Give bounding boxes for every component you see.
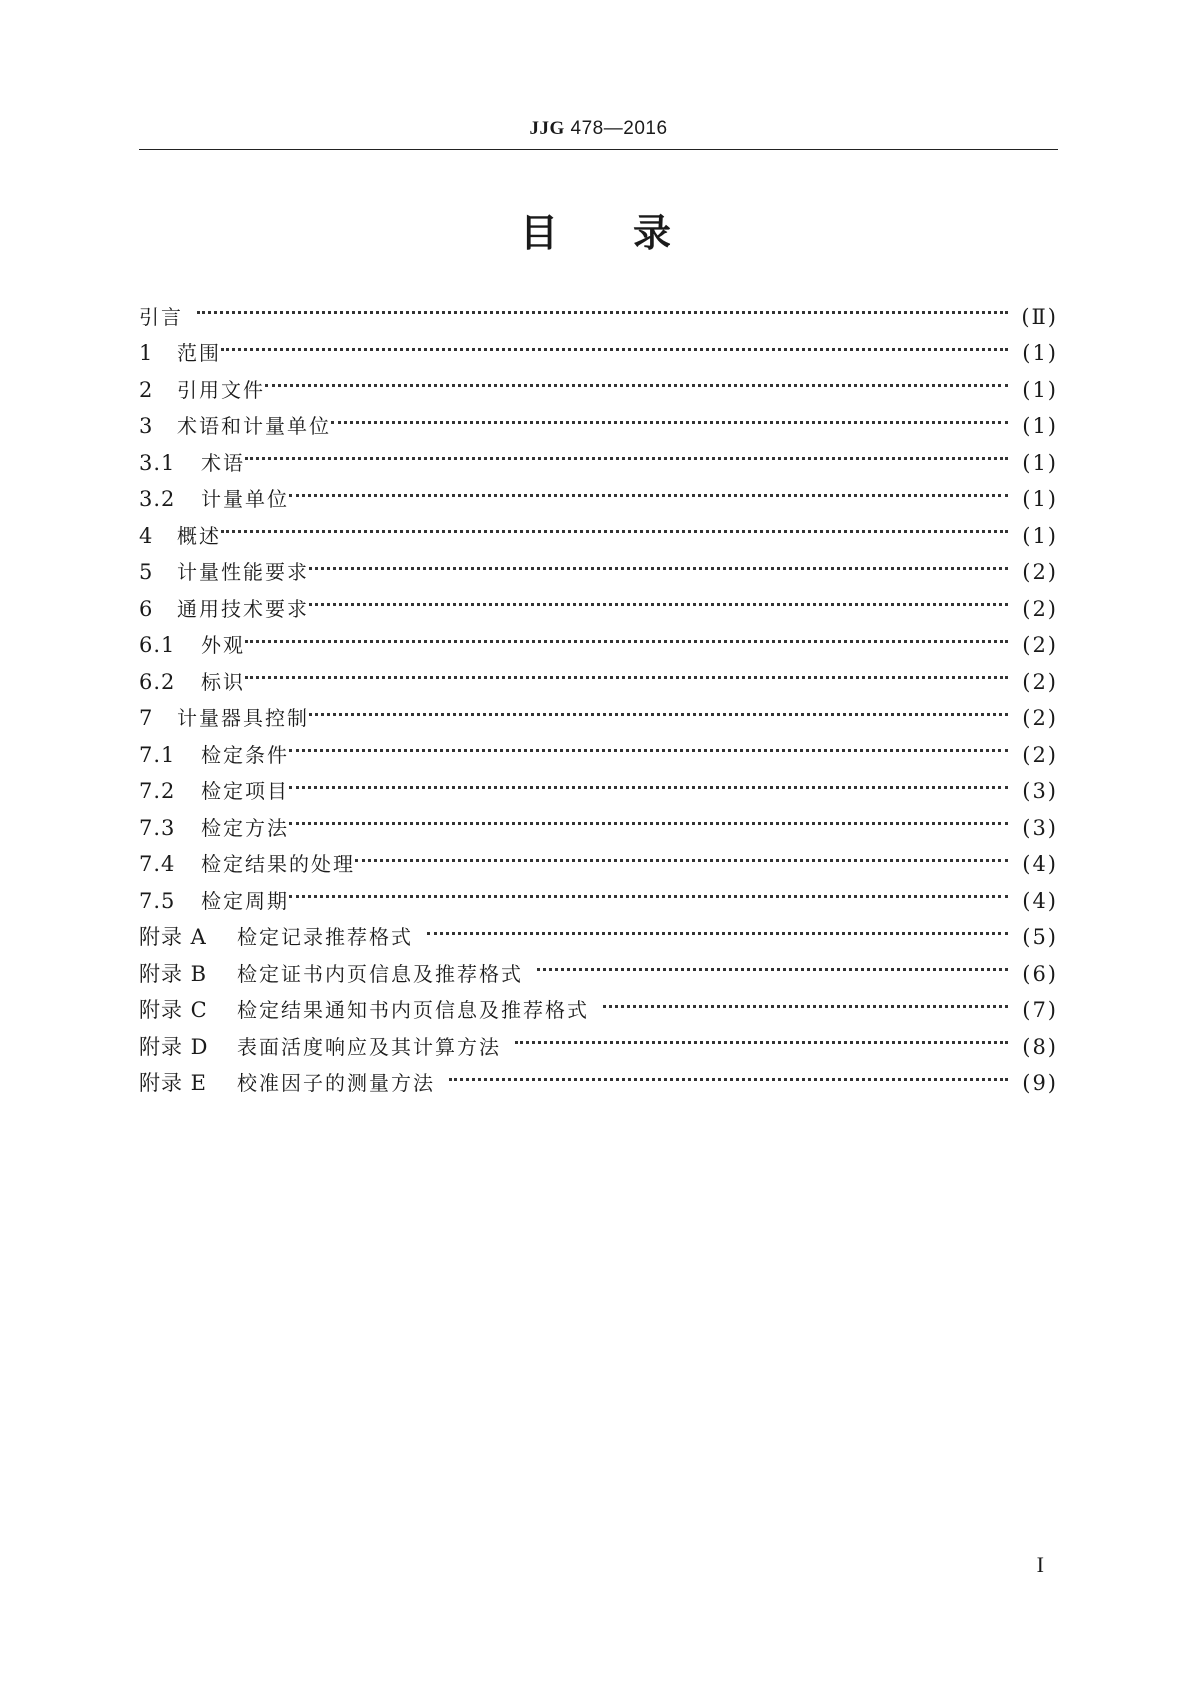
toc-entry-number: 2: [139, 377, 154, 402]
toc-entry-page: (Ⅱ): [1021, 304, 1058, 329]
toc-entry-title: 检定证书内页信息及推荐格式: [237, 961, 523, 986]
toc-entry-page: (8): [1022, 1034, 1058, 1059]
toc-entry-page: (2): [1022, 633, 1058, 657]
toc-entry-title: 检定方法: [201, 815, 289, 840]
page-title: 目录: [519, 211, 746, 255]
toc-dot-leader: [537, 944, 1008, 981]
standard-code: JJG: [529, 118, 565, 139]
toc-entry-page: (4): [1022, 888, 1058, 913]
toc-entry-page: (7): [1022, 998, 1058, 1022]
toc-dot-leader: [289, 762, 1008, 799]
toc-dot-leader: [245, 652, 1008, 689]
toc-entry-page: (5): [1022, 925, 1058, 949]
toc-dot-leader: [289, 798, 1008, 835]
toc-dot-leader: [245, 616, 1008, 653]
toc-entry-title: 检定结果的处理: [201, 852, 355, 876]
toc-entry[interactable]: [139, 287, 1058, 329]
table-of-contents: [139, 287, 1058, 1095]
toc-entry-number: 7.4: [139, 852, 176, 876]
toc-entry-title: 检定项目: [201, 779, 289, 803]
toc-entry-number: 附录 C: [139, 998, 208, 1022]
toc-entry-title: 范围: [177, 341, 221, 365]
toc-entry-number: 7.3: [139, 815, 176, 840]
toc-entry[interactable]: [139, 543, 1058, 584]
toc-entry-number: 附录 D: [139, 1034, 209, 1059]
toc-entry[interactable]: [139, 652, 1058, 694]
toc-entry-title: 引言: [139, 304, 183, 329]
toc-dot-leader: [515, 1017, 1008, 1054]
toc-entry-page: (6): [1022, 961, 1058, 986]
toc-dot-leader: [265, 360, 1008, 397]
toc-entry-title: 计量器具控制: [177, 706, 309, 730]
toc-entry-page: (1): [1022, 487, 1058, 511]
toc-dot-leader: [289, 470, 1008, 507]
toc-dot-leader: [289, 871, 1008, 908]
toc-entry-number: 7.1: [139, 742, 176, 767]
toc-entry-title: 引用文件: [177, 377, 265, 402]
toc-dot-leader: [309, 543, 1008, 580]
toc-entry-page: (9): [1022, 1071, 1058, 1095]
toc-entry-page: (2): [1022, 560, 1058, 584]
toc-entry-title: 计量性能要求: [177, 560, 309, 584]
toc-dot-leader: [289, 725, 1008, 762]
toc-entry-title: 表面活度响应及其计算方法: [237, 1034, 501, 1059]
toc-entry-number: 3.2: [139, 487, 176, 511]
toc-entry-page: (1): [1022, 523, 1058, 548]
toc-entry-title: 标识: [201, 669, 245, 694]
toc-entry-number: 5: [139, 560, 154, 584]
toc-entry[interactable]: [139, 360, 1058, 402]
toc-entry-title: 术语和计量单位: [177, 414, 331, 438]
toc-entry-title: 检定条件: [201, 742, 289, 767]
toc-entry-number: 6.2: [139, 669, 176, 694]
toc-entry-page: (2): [1022, 596, 1058, 621]
toc-entry-page: (2): [1022, 669, 1058, 694]
toc-entry-title: 检定结果通知书内页信息及推荐格式: [237, 998, 589, 1022]
toc-entry-number: 附录 B: [139, 961, 208, 986]
toc-entry-page: (4): [1022, 852, 1058, 876]
toc-entry-page: (1): [1022, 377, 1058, 402]
toc-dot-leader: [355, 835, 1008, 872]
toc-entry-page: (3): [1022, 779, 1058, 803]
toc-dot-leader: [221, 506, 1008, 543]
toc-dot-leader: [331, 397, 1008, 434]
toc-entry-page: (2): [1022, 706, 1058, 730]
toc-entry[interactable]: [139, 324, 1058, 365]
toc-entry-number: 1: [139, 341, 154, 365]
toc-dot-leader: [245, 433, 1008, 470]
toc-entry[interactable]: [139, 616, 1058, 657]
toc-dot-leader: [449, 1054, 1008, 1091]
toc-entry-title: 计量单位: [201, 487, 289, 511]
toc-entry-title: 概述: [177, 523, 221, 548]
toc-entry-number: 7: [139, 706, 154, 730]
toc-dot-leader: [197, 287, 1008, 324]
toc-entry[interactable]: [139, 433, 1058, 475]
toc-entry-number: 7.2: [139, 779, 176, 803]
toc-entry[interactable]: [139, 470, 1058, 511]
toc-entry-page: (1): [1022, 414, 1058, 438]
toc-entry-title: 校准因子的测量方法: [237, 1071, 435, 1095]
toc-entry[interactable]: [139, 397, 1058, 438]
toc-entry-number: 3.1: [139, 450, 176, 475]
toc-entry[interactable]: [139, 689, 1058, 730]
toc-entry[interactable]: [139, 506, 1058, 548]
toc-entry-page: (2): [1022, 742, 1058, 767]
toc-entry-number: 6.1: [139, 633, 176, 657]
standard-number: 478—2016: [570, 118, 668, 139]
toc-entry-title: 通用技术要求: [177, 596, 309, 621]
toc-dot-leader: [427, 908, 1008, 945]
toc-dot-leader: [309, 689, 1008, 726]
toc-entry-number: 7.5: [139, 888, 176, 913]
toc-entry-page: (1): [1022, 450, 1058, 475]
toc-entry-page: (3): [1022, 815, 1058, 840]
toc-entry-title: 外观: [201, 633, 245, 657]
toc-entry-title: 术语: [201, 450, 245, 475]
toc-entry-number: 附录 E: [139, 1071, 208, 1095]
page-number: I: [1036, 1552, 1044, 1577]
toc-entry-number: 3: [139, 414, 154, 438]
header-rule: [139, 149, 1058, 150]
toc-entry-number: 附录 A: [139, 925, 207, 949]
toc-entry-page: (1): [1022, 341, 1058, 365]
toc-dot-leader: [221, 324, 1008, 361]
toc-dot-leader: [603, 981, 1008, 1018]
running-header: [139, 118, 1058, 140]
toc-dot-leader: [309, 579, 1008, 616]
toc-entry-number: 4: [139, 523, 154, 548]
toc-entry-title: 检定周期: [201, 888, 289, 913]
toc-entry-number: 6: [139, 596, 154, 621]
toc-entry-title: 检定记录推荐格式: [237, 925, 413, 949]
